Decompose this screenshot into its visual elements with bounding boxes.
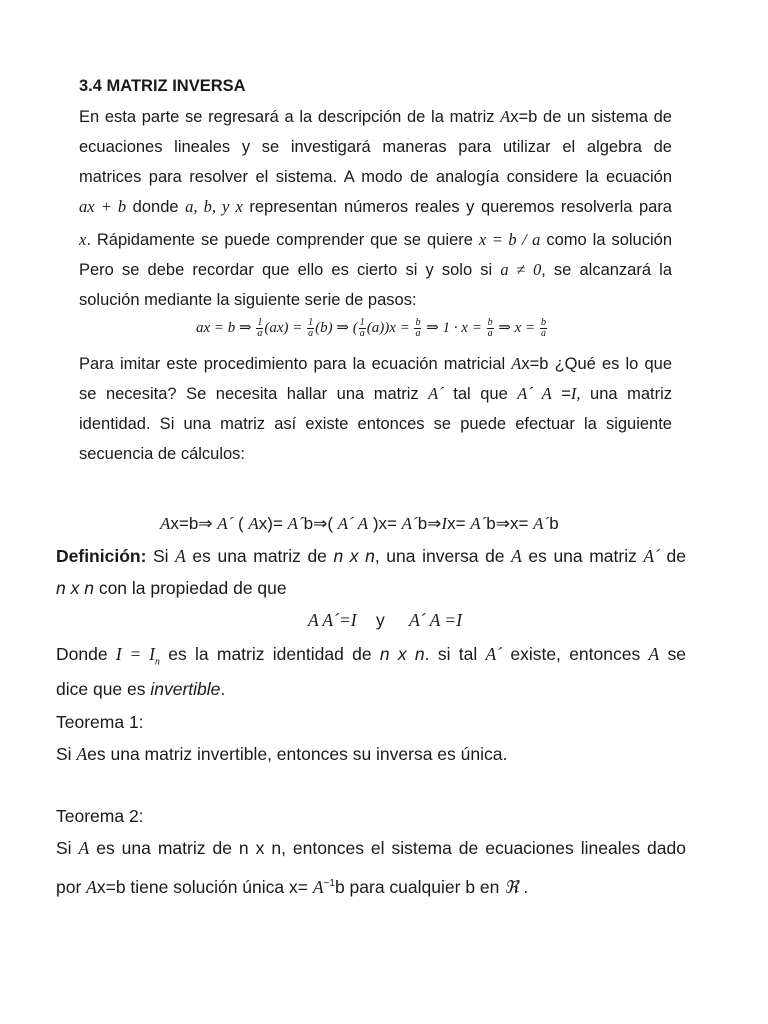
paragraph-line: identidad. Si una matriz así existe entonces se puede efectuar la siguiente xyxy=(79,415,672,433)
theorem-2-title: Teorema 2: xyxy=(56,806,144,826)
paragraph-line: secuencia de cálculos: xyxy=(79,445,246,463)
matrix-equation: Ax=b⇒ A´ ( Ax)= A´b⇒( A´ A )x= A´b⇒Ix= A´b⇒x= A´b xyxy=(160,514,559,533)
section-title: 3.4 MATRIZ INVERSA xyxy=(79,77,246,95)
definition-line: Definición: Si A es una matriz de n x n, una inversa de A es una matriz A´ de xyxy=(56,546,686,566)
definition-label: Definición: xyxy=(56,546,147,566)
definition-line: n x n con la propiedad de que xyxy=(56,578,287,598)
theorem-1-text: Si Aes una matriz invertible, entonces su inversa es única. xyxy=(56,744,508,764)
paragraph-line: Pero se debe recordar que ello es cierto si y solo si a ≠ 0, se alcanzará la xyxy=(79,260,672,279)
paragraph-line: ax + b donde a, b, y x representan números reales y queremos resolverla para xyxy=(79,197,672,216)
paragraph-line: x. Rápidamente se puede comprender que se quiere x = b / a como la solución xyxy=(79,230,672,249)
paragraph-line: Donde $I = I_n$ es la matriz identidad de n x n. si tal A´ existe, entonces A se xyxy=(56,644,686,668)
steps-equation: ax = b ⇒ $\frac{1}{a}$ (ax) = $\frac{1}{a}$ (b) ⇒ ( $\frac{1}{a}$ (a))x = $\frac{b}{a}$ ⇒ 1 · x = $\frac{b}{a}$ ⇒ x = $\frac{b}{a}$ xyxy=(196,317,546,340)
paragraph-line: solución mediante la siguiente serie de pasos: xyxy=(79,291,417,309)
paragraph-line: se necesita? Se necesita hallar una matriz A´ tal que A´ A =I, una matriz xyxy=(79,384,672,403)
paragraph-line: En esta parte se regresará a la descripción de la matriz Ax=b de un sistema de xyxy=(79,107,672,126)
inverse-property-equation: A A´=I y A´ A =I xyxy=(308,610,463,630)
paragraph-line: dice que es invertible. xyxy=(56,679,226,699)
paragraph-line: Para imitar este procedimiento para la ecuación matricial Ax=b ¿Qué es lo que xyxy=(79,354,672,373)
theorem-2-text: por Ax=b tiene solución única $x= A^{-1}b$ para cualquier b en ℜ . xyxy=(56,876,529,897)
theorem-1-title: Teorema 1: xyxy=(56,712,144,732)
paragraph-line: ecuaciones lineales y se investigará maneras para utilizar el algebra de xyxy=(79,138,672,156)
theorem-2-text: Si A es una matriz de n x n, entonces el sistema de ecuaciones lineales dado xyxy=(56,838,686,858)
paragraph-line: matrices para resolver el sistema. A modo de analogía considere la ecuación xyxy=(79,168,672,186)
